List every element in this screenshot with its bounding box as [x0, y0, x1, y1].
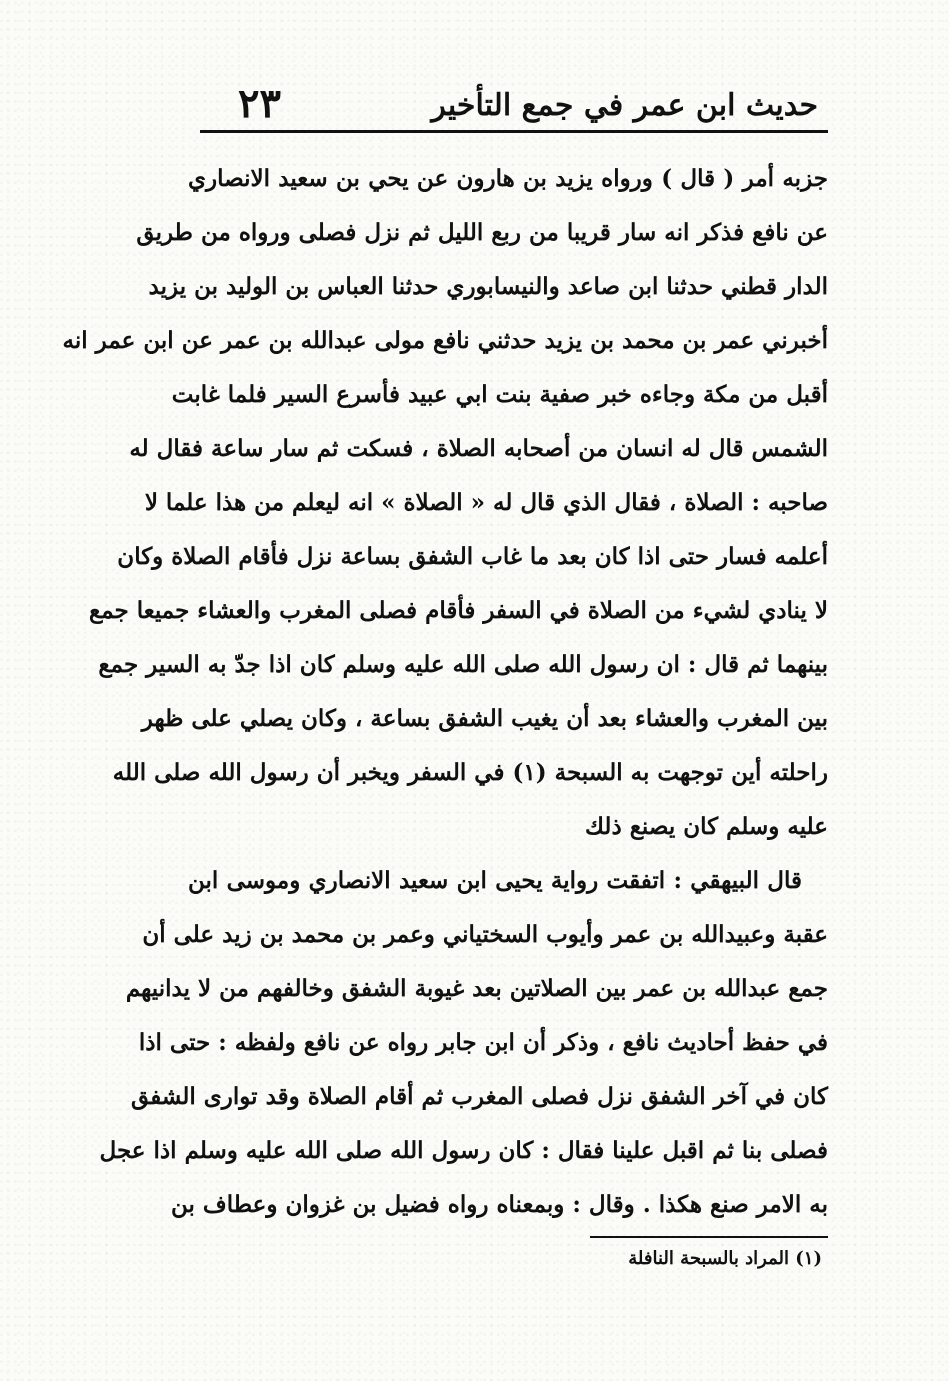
text-line: الدار قطني حدثنا ابن صاعد والنيسابوري حدثنا العباس بن الوليد بن يزيد — [148, 273, 828, 300]
text-line: فصلى بنا ثم اقبل علينا فقال : كان رسول الله صلى الله عليه وسلم اذا عجل — [99, 1137, 828, 1164]
text-line: أعلمه فسار حتى اذا كان بعد ما غاب الشفق بساعة نزل فأقام الصلاة وكان — [117, 543, 828, 570]
text-line: بين المغرب والعشاء بعد أن يغيب الشفق بساعة ، وكان يصلي على ظهر — [141, 705, 828, 732]
text-line: صاحبه : الصلاة ، فقال الذي قال له « الصلاة » انه ليعلم من هذا علما لا — [144, 489, 828, 516]
text-line: كان في آخر الشفق نزل فصلى المغرب ثم أقام الصلاة وقد توارى الشفق — [131, 1083, 828, 1110]
text-line: أخبرني عمر بن محمد بن يزيد حدثني نافع مولى عبدالله بن عمر عن ابن عمر انه — [62, 327, 828, 354]
footnote: (١) المراد بالسبحة النافلة — [628, 1248, 822, 1269]
text-line: عن نافع فذكر انه سار قريبا من ربع الليل ثم نزل فصلى ورواه من طريق — [136, 219, 828, 246]
page-number: ٢٣ — [238, 80, 281, 127]
header-rule — [200, 130, 828, 133]
text-line: جزبه أمر ( قال ) ورواه يزيد بن هارون عن يحي بن سعيد الانصاري — [188, 165, 828, 192]
running-title: حديث ابن عمر في جمع التأخير — [431, 88, 818, 123]
text-line: في حفظ أحاديث نافع ، وذكر أن ابن جابر رواه عن نافع ولفظه : حتى اذا — [138, 1029, 828, 1056]
text-line: عليه وسلم كان يصنع ذلك — [585, 813, 828, 840]
text-line: جمع عبدالله بن عمر بين الصلاتين بعد غيوبة الشفق وخالفهم من لا يدانيهم — [125, 975, 828, 1002]
text-line: به الامر صنع هكذا . وقال : وبمعناه رواه فضيل بن غزوان وعطاف بن — [171, 1191, 828, 1218]
text-line: أقبل من مكة وجاءه خبر صفية بنت ابي عبيد فأسرع السير فلما غابت — [171, 381, 828, 408]
text-line: الشمس قال له انسان من أصحابه الصلاة ، فسكت ثم سار ساعة فقال له — [129, 435, 828, 462]
page-header — [200, 78, 828, 130]
footnote-rule — [590, 1236, 828, 1238]
body-text — [62, 152, 828, 1232]
text-line: راحلته أين توجهت به السبحة (١) في السفر ويخبر أن رسول الله صلى الله — [112, 759, 828, 786]
text-line: لا ينادي لشيء من الصلاة في السفر فأقام فصلى المغرب والعشاء جميعا جمع — [88, 597, 828, 624]
text-line: بينهما ثم قال : ان رسول الله صلى الله عليه وسلم كان اذا جدّ به السير جمع — [98, 651, 828, 678]
text-line: عقبة وعبيدالله بن عمر وأيوب السختياني وعمر بن محمد بن زيد على أن — [142, 921, 828, 948]
text-line: قال البيهقي : اتفقت رواية يحيى ابن سعيد الانصاري وموسى ابن — [188, 867, 802, 894]
